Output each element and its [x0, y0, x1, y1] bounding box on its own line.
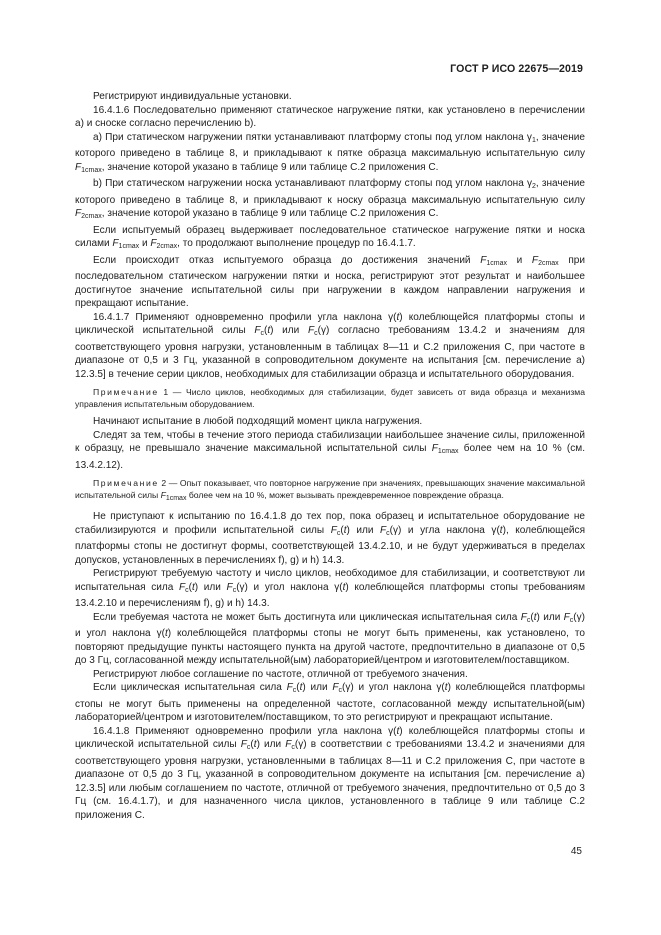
body-paragraph: 16.4.1.8 Применяют одновременно профили угла наклона γ(t) колеблющейся платформы стопы и циклической испытательной силы $F_c(t)$ или $F_c(\gamma)$ в соответствии с требованиями 13.4.2 и значениями для соответствующего уровня нагрузки, установленными в таблицах 8—11 и С.2 приложения С, при частоте в диапазоне от 0,5 до 3 Гц, указанной в сопроводительном документе на испытания [см. перечисление а) 12.3.5] или любым соглашением по частоте, отличной от требуемого значения, предпочтительно от 0,5 до 3 Гц (см. 16.4.1.7), и для назначенного числа циклов, установленного в таблице 9 или таблице С.2 приложения С.	[75, 725, 585, 821]
body-paragraph: 16.4.1.7 Применяют одновременно профили угла наклона γ(t) колеблющейся платформы стопы и циклической испытательной силы $F_c(t)$ или $F_c(\gamma)$ согласно требованиям 13.4.2 и значениям для соответствующего уровня нагрузки, установленным в таблицах 8—11 и С.2 приложения С, при частоте в диапазоне от 0,5 и 3 Гц, указанной в сопроводительном документе на испытания [см. перечисление а) 12.3.5] в течение серии циклов, необходимых для стабилизации образца и испытательного оборудования.	[75, 311, 585, 380]
body-paragraph: Если происходит отказ испытуемого образца до достижения значений $F_{1cmax}$ и $F_{2cmax}$ при последовательном статическом нагружении пятки и носка, регистрируют этот результат и наибольшее достигнутое значение испытательной силы при нагружении в каждом направлении нагружения и прекращают испытание.	[75, 254, 585, 309]
page-number: 45	[570, 846, 582, 857]
body-paragraph: Регистрируют любое соглашение по частоте, отличной от требуемого значения.	[93, 668, 468, 680]
standard-designation: ГОСТ Р ИСО 22675—2019	[450, 63, 583, 75]
body-paragraph: Если циклическая испытательная сила $F_c(t)$ или $F_c(\gamma)$ и угол наклона γ(t) колеблющейся платформы стопы не могут быть применены на определенной частоте, согласованной между испытательной(ым) лабораторией/центром и изготовителем/поставщиком, то это регистрируют и прекращают испытание.	[75, 682, 585, 723]
body-paragraph: Начинают испытание в любой подходящий момент цикла нагружения.	[93, 416, 423, 427]
body-paragraph: Если испытуемый образец выдерживает последовательное статическое нагружение пятки и носка силами $F_{1cmax}$ и $F_{2cmax}$, то продолжают выполнение процедур по 16.4.1.7.	[75, 224, 585, 250]
body-paragraph: a) При статическом нагружении пятки устанавливают платформу стопы под углом наклона $\gamma_1$, значение которого приведено в таблице 8, и прикладывают к пятке образца максимальную испытательную силу $F_{1cmax}$, значение которой указано в таблице 9 или таблице С.2 приложения С.	[75, 131, 585, 174]
body-paragraph: Если требуемая частота не может быть достигнута или циклическая испытательная сила $F_c(t)$ или $F_c(\gamma)$ и угол наклона γ(t) колеблющейся платформы стопы не могут быть применены, как установлено, то повторяют предыдущие пункты настоящего пункта на другой частоте, предпочтительно в диапазоне от 0,5 до 3 Гц, согласованной между испытательной(ым) лабораторией/центром и изготовителем/поставщиком.	[75, 611, 586, 666]
note-label: Примечание	[93, 478, 159, 488]
body-paragraph: b) При статическом нагружении носка устанавливают платформу стопы под углом наклона $\gamma_2$, значение которого приведено в таблице 8, и прикладывают к носку образца максимальную испытательную силу $F_{2cmax}$, значение которой указано в таблице 9 или таблице С.2 приложения С.	[75, 178, 585, 220]
note-paragraph	[75, 386, 585, 410]
body-paragraph: Регистрируют требуемую частоту и число циклов, необходимое для стабилизации, и соответствуют ли испытательная сила $F_c(t)$ или $F_c(\gamma)$ и угол наклона γ(t) колеблющейся платформы стопы требованиям 13.4.2.10 и перечислениям f), g) и h) 14.3.	[75, 568, 586, 609]
body-paragraph: Регистрируют индивидуальные установки.	[93, 91, 292, 102]
note-text: 1 — Число циклов, необходимых для стабилизации, будет зависеть от вида образца и механизма управления испытательным оборудованием.	[75, 387, 585, 409]
body-paragraph: Не приступают к испытанию по 16.4.1.8 до тех пор, пока образец и испытательное оборудование не стабилизируются и профили испытательной силы $F_c(t)$ или $F_c(\gamma)$ и угла наклона γ(t), колеблющейся платформы стопы не достигнут формы, соответствующей 13.4.2.10, и не будут удерживаться в пределах допусков, установленных в перечислениях f), g) и h) 14.3.	[75, 511, 586, 566]
document-body	[75, 90, 585, 822]
note-paragraph	[75, 477, 585, 505]
note-label: Примечание	[93, 387, 159, 397]
note-text: 2 — Опыт показывает, что повторное нагружение при значениях, превышающих значение максимальной испытательной силы $F_{1cmax}$ более чем на 10 %, может вызывать преждевременное повреждение образца.	[75, 478, 585, 502]
body-paragraph: Следят за тем, чтобы в течение этого периода стабилизации наибольшее значение силы, приложенной к образцу, не превышало значение максимальной испытательной силы $F_{1cmax}$ более чем на 10 % (см. 13.4.2.12).	[75, 429, 585, 471]
body-paragraph: 16.4.1.6 Последовательно применяют статическое нагружение пятки, как установлено в перечислении а) и сноске согласно перечислению b).	[75, 104, 585, 129]
